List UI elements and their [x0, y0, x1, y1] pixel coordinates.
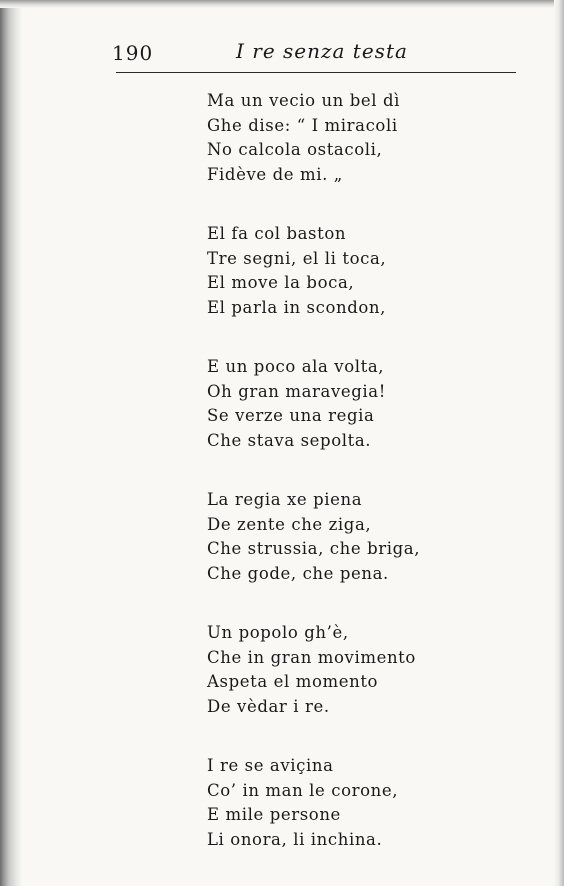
running-title: I re senza testa	[236, 39, 408, 63]
stanza-6	[207, 754, 527, 852]
verse-line: Oh gran maravegia!	[207, 381, 386, 401]
verse-line: De vèdar i re.	[207, 696, 330, 716]
verse-line: Li onora, li inchina.	[207, 829, 383, 849]
verse-line: Se verze una regia	[207, 406, 375, 425]
verse-line: Co’ in man le corone,	[207, 780, 399, 800]
verse-line: E mile persone	[207, 805, 341, 824]
verse-line: El parla in scondon,	[207, 297, 386, 317]
verse-line: Tre segni, el li toca,	[207, 248, 387, 268]
page-right-shadow	[554, 0, 564, 886]
header-rule	[116, 72, 516, 73]
verse-line: Che strussia, che briga,	[207, 539, 421, 558]
stanza-1	[207, 89, 527, 187]
verse-line: Fidève de mi. „	[207, 164, 343, 184]
verse-line: El fa col baston	[207, 224, 347, 243]
verse-line: La regia xe piena	[207, 490, 363, 509]
verse-line: No calcola ostacoli,	[207, 140, 383, 159]
verse-line: Che gode, che pena.	[207, 563, 389, 583]
stanza-5	[207, 621, 527, 719]
verse-line: Ma un vecio un bel dì	[207, 91, 401, 110]
verse-line: Aspeta el momento	[207, 672, 379, 691]
verse-line: I re se aviçina	[207, 756, 334, 775]
page-binding-shadow	[0, 0, 22, 886]
stanza-4	[207, 488, 527, 586]
page-top-shadow	[0, 0, 564, 8]
verse-line: Un popolo gh’è,	[207, 623, 349, 642]
verse-line: De zente che ziga,	[207, 514, 372, 534]
verse-line: Che in gran movimento	[207, 647, 416, 667]
verse-line: E un poco ala volta,	[207, 357, 385, 376]
verse-line: Ghe dise: “ I miracoli	[207, 115, 398, 135]
poem	[207, 89, 527, 887]
verse-line: Che stava sepolta.	[207, 430, 372, 450]
stanza-2	[207, 222, 527, 320]
page-number: 190	[112, 41, 154, 65]
stanza-3	[207, 355, 527, 453]
verse-line: El move la boca,	[207, 273, 355, 292]
